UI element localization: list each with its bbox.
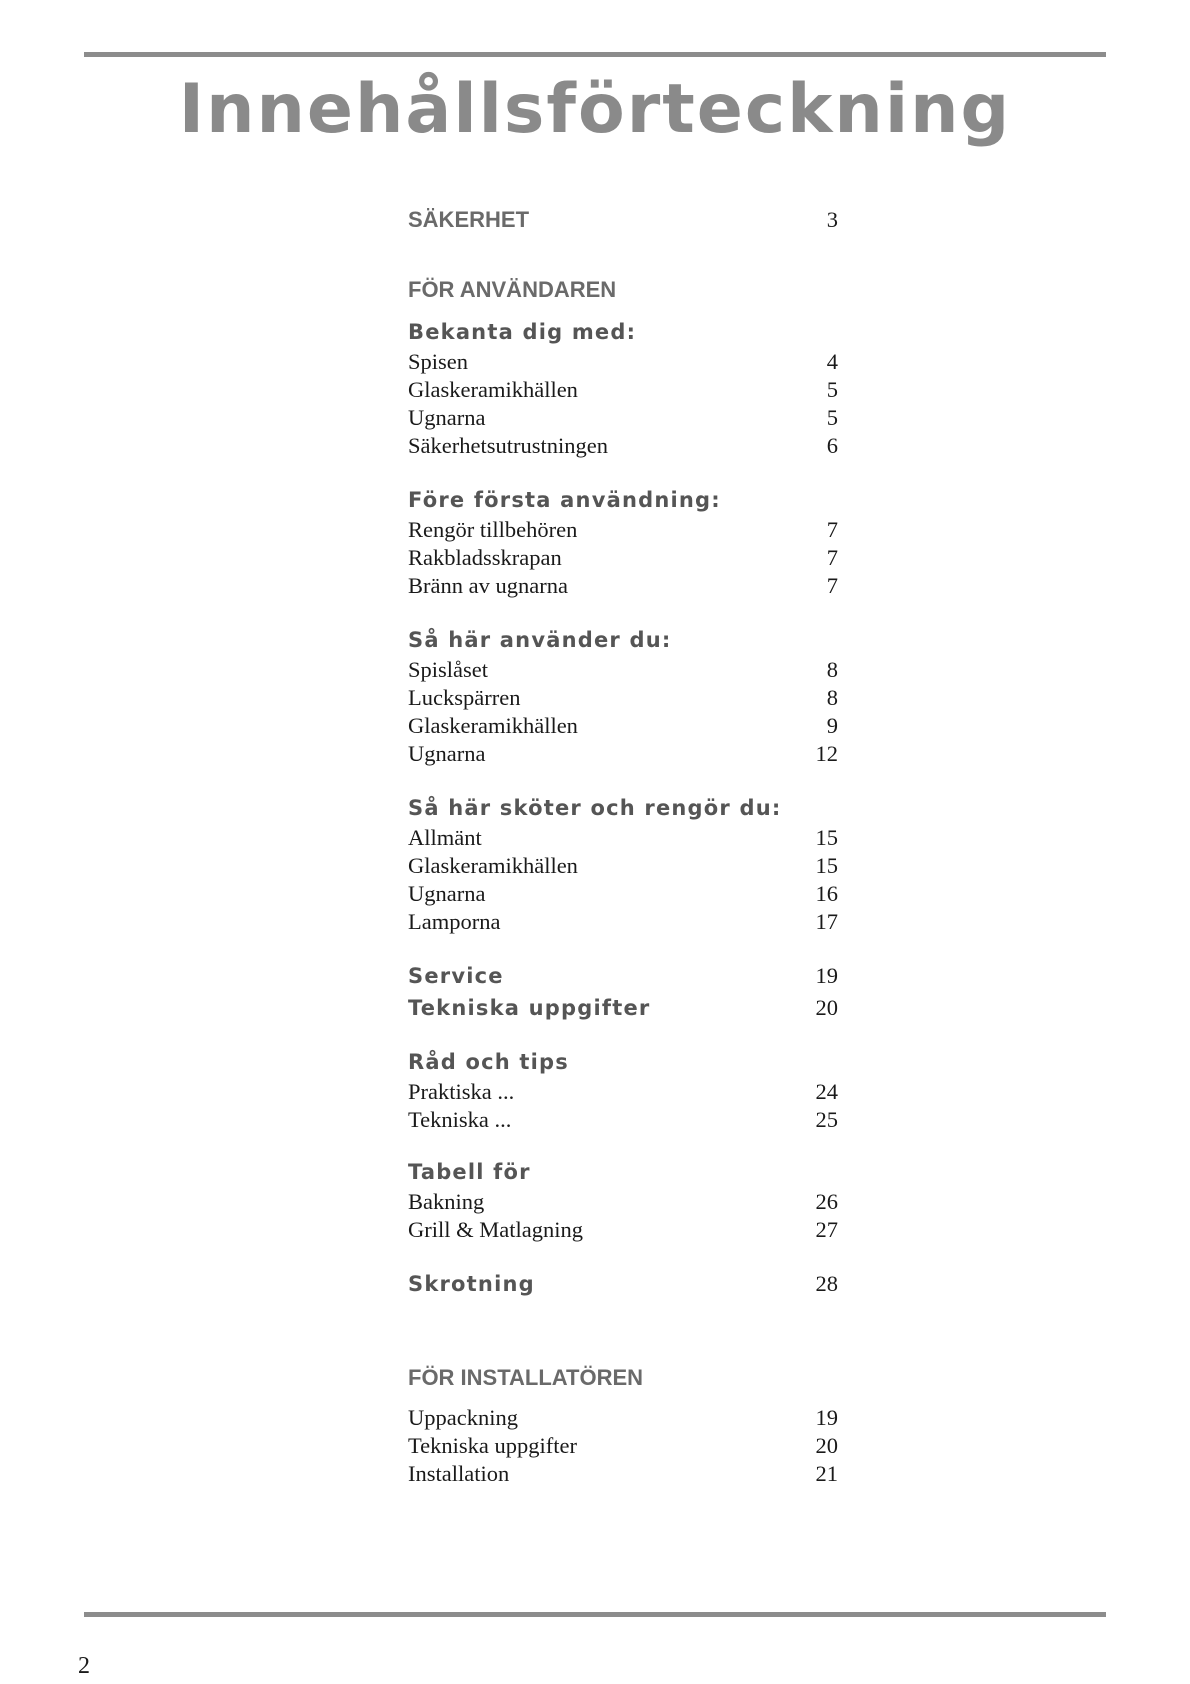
toc-label: Så här sköter och rengör du:	[408, 796, 782, 820]
toc-page-number: 5	[826, 377, 838, 402]
toc-item[interactable]	[408, 740, 838, 768]
toc-label: Rengör tillbehören	[408, 517, 578, 542]
toc-group-heading[interactable]	[408, 624, 838, 656]
toc-page-number: 15	[815, 853, 838, 878]
toc-item[interactable]	[408, 880, 838, 908]
toc-page-number: 21	[815, 1461, 838, 1486]
toc-page-number: 17	[815, 909, 838, 934]
toc-page-number: 8	[826, 657, 838, 682]
toc-item[interactable]	[408, 656, 838, 684]
toc-label: Tabell för	[408, 1160, 531, 1184]
toc-page-number: 15	[815, 825, 838, 850]
toc-page-number: 12	[815, 741, 838, 766]
toc-label: Praktiska ...	[408, 1079, 515, 1104]
toc-group-heading[interactable]	[408, 1046, 838, 1078]
toc-label: Ugnarna	[408, 405, 486, 430]
toc-label: Glaskeramikhällen	[408, 377, 578, 402]
toc-page-number: 6	[826, 433, 838, 458]
toc-label: SÄKERHET	[408, 207, 530, 232]
toc-page-number: 19	[815, 963, 838, 988]
toc-item[interactable]	[408, 1432, 838, 1460]
toc-label: Rakbladsskrapan	[408, 545, 562, 570]
toc-label: Så här använder du:	[408, 628, 672, 652]
toc-page-number: 8	[826, 685, 838, 710]
toc-label: Grill & Matlagning	[408, 1217, 583, 1242]
toc-label: Service	[408, 964, 504, 988]
toc-item[interactable]	[408, 348, 838, 376]
toc-item[interactable]	[408, 376, 838, 404]
toc-label: Allmänt	[408, 825, 482, 850]
toc-label: Spislåset	[408, 657, 489, 682]
toc-page-number: 20	[815, 1433, 838, 1458]
toc-label: Ugnarna	[408, 741, 486, 766]
toc-section-heading[interactable]	[408, 274, 838, 306]
toc-label: Spisen	[408, 349, 469, 374]
toc-label: Skrotning	[408, 1272, 535, 1296]
toc-item[interactable]	[408, 572, 838, 600]
toc-item[interactable]	[408, 1460, 838, 1488]
bottom-rule	[84, 1612, 1106, 1617]
toc-page-number: 24	[815, 1079, 838, 1104]
toc-label: Bekanta dig med:	[408, 320, 637, 344]
toc-label: Bränn av ugnarna	[408, 573, 568, 598]
toc-label: Glaskeramikhällen	[408, 713, 578, 738]
table-of-contents	[408, 204, 838, 1488]
top-rule	[84, 52, 1106, 57]
toc-label: FÖR ANVÄNDAREN	[408, 277, 617, 302]
toc-page-number: 27	[815, 1217, 838, 1242]
toc-page-number: 16	[815, 881, 838, 906]
toc-item[interactable]	[408, 1404, 838, 1432]
toc-page-number: 5	[826, 405, 838, 430]
toc-group-heading[interactable]	[408, 316, 838, 348]
toc-item[interactable]	[408, 852, 838, 880]
toc-label: Säkerhetsutrustningen	[408, 433, 608, 458]
toc-label: FÖR INSTALLATÖREN	[408, 1365, 644, 1390]
toc-page-number: 7	[826, 545, 838, 570]
toc-page-number: 3	[826, 207, 838, 232]
toc-section-heading[interactable]	[408, 204, 838, 236]
toc-item[interactable]	[408, 404, 838, 432]
toc-item[interactable]	[408, 1216, 838, 1244]
toc-label: Uppackning	[408, 1405, 518, 1430]
toc-group-heading[interactable]	[408, 960, 838, 992]
toc-section-heading[interactable]	[408, 1362, 838, 1394]
toc-group-heading[interactable]	[408, 484, 838, 516]
page-title: Innehållsförteckning	[178, 70, 1012, 149]
toc-page-number: 7	[826, 573, 838, 598]
toc-page-number: 4	[826, 349, 838, 374]
toc-item[interactable]	[408, 544, 838, 572]
toc-label: Tekniska uppgifter	[408, 996, 651, 1020]
toc-item[interactable]	[408, 1106, 838, 1134]
toc-label: Lamporna	[408, 909, 501, 934]
toc-page-number: 25	[815, 1107, 838, 1132]
toc-label: Bakning	[408, 1189, 485, 1214]
toc-item[interactable]	[408, 1188, 838, 1216]
toc-group-heading[interactable]	[408, 1156, 838, 1188]
toc-page-number: 9	[826, 713, 838, 738]
toc-item[interactable]	[408, 908, 838, 936]
toc-label: Tekniska ...	[408, 1107, 512, 1132]
toc-label: Råd och tips	[408, 1050, 569, 1074]
toc-item[interactable]	[408, 432, 838, 460]
toc-label: Luckspärren	[408, 685, 521, 710]
toc-label: Tekniska uppgifter	[408, 1433, 578, 1458]
toc-page-number: 28	[815, 1271, 838, 1296]
toc-label: Före första användning:	[408, 488, 721, 512]
toc-item[interactable]	[408, 516, 838, 544]
toc-group-heading[interactable]	[408, 1268, 838, 1300]
toc-page-number: 7	[826, 517, 838, 542]
toc-page-number: 26	[815, 1189, 838, 1214]
toc-item[interactable]	[408, 712, 838, 740]
toc-page-number: 19	[815, 1405, 838, 1430]
toc-item[interactable]	[408, 824, 838, 852]
page-number: 2	[78, 1653, 90, 1679]
toc-item[interactable]	[408, 684, 838, 712]
toc-label: Glaskeramikhällen	[408, 853, 578, 878]
toc-group-heading[interactable]	[408, 992, 838, 1024]
toc-item[interactable]	[408, 1078, 838, 1106]
toc-label: Ugnarna	[408, 881, 486, 906]
toc-label: Installation	[408, 1461, 510, 1486]
toc-group-heading[interactable]	[408, 792, 838, 824]
toc-page-number: 20	[815, 995, 838, 1020]
